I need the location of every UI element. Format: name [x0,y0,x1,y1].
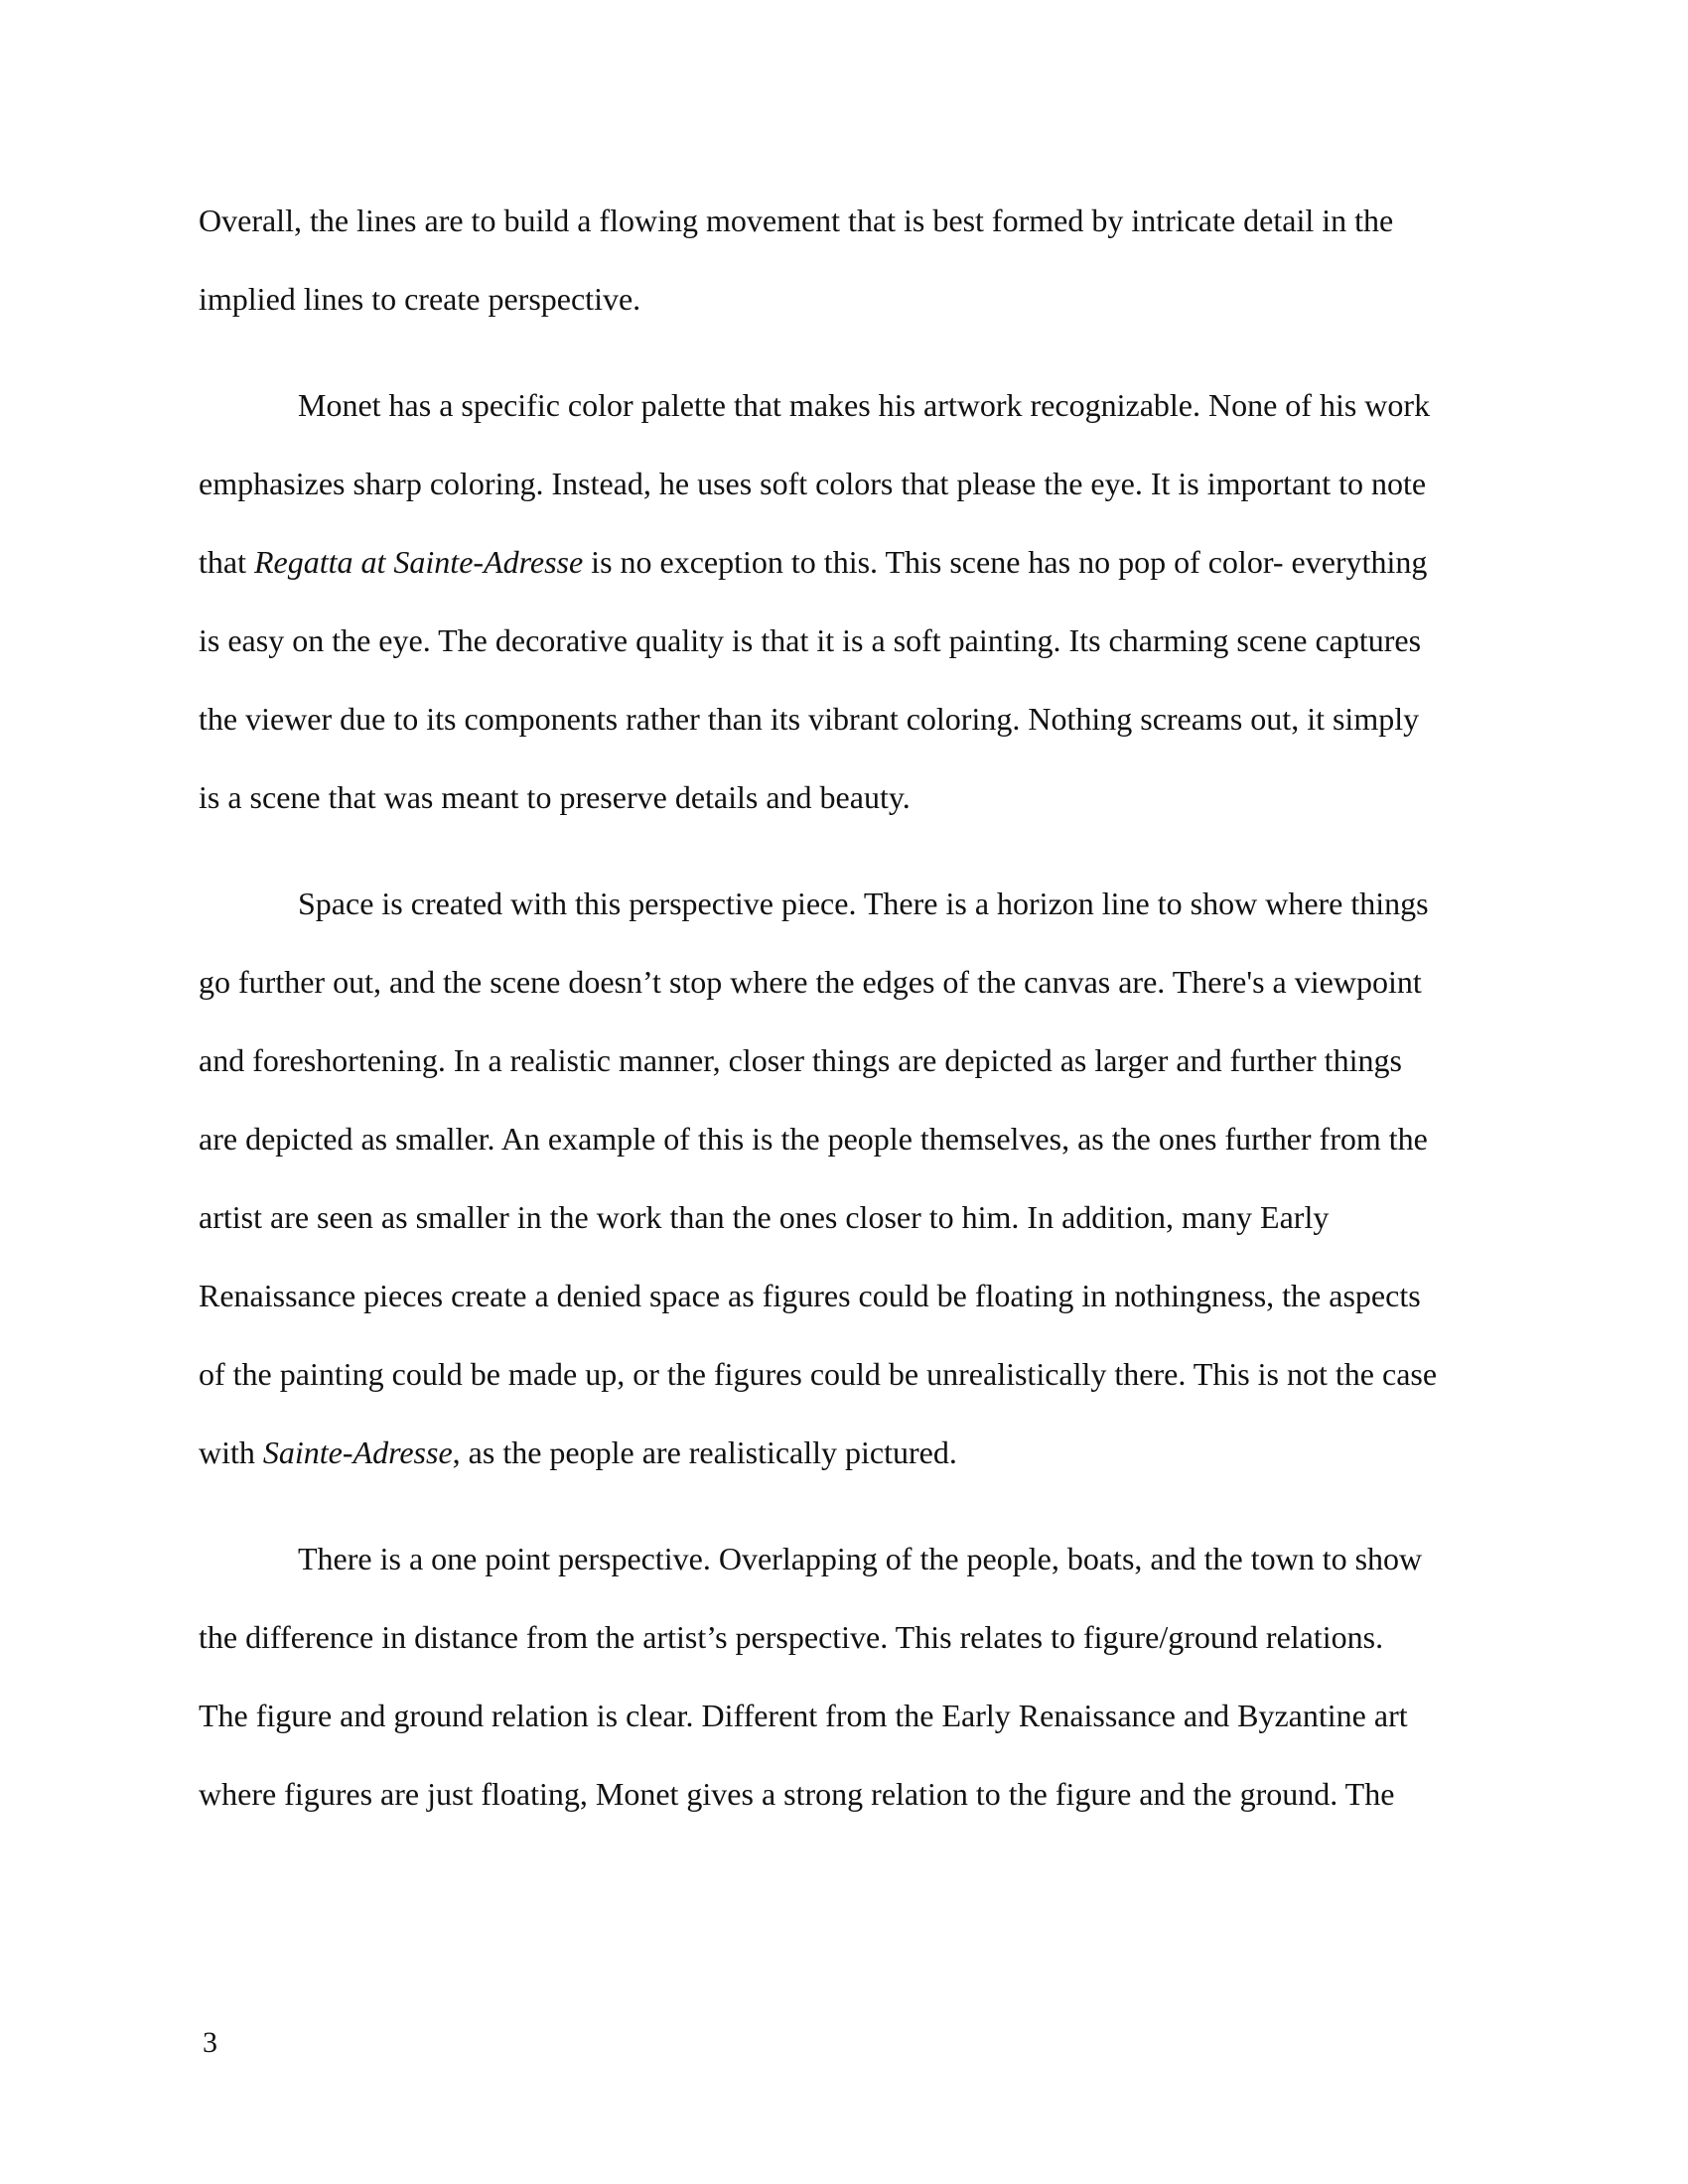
paragraph-4-line-4 [199,1762,1489,1841]
text-run: that [199,544,254,580]
text-run: is a scene that was meant to preserve details and beauty. [199,779,911,815]
paragraph-3-line-3 [199,1028,1489,1107]
paragraph-3-line-7 [199,1342,1489,1421]
text-run: , as the people are realistically pictured. [452,1434,957,1470]
text-run: artist are seen as smaller in the work than the ones closer to him. In addition, many Early [199,1199,1330,1235]
text-run: Monet has a specific color palette that makes his artwork recognizable. None of his work [298,387,1431,423]
artwork-title: Regatta at Sainte-Adresse [253,544,584,580]
paragraph-3-line-6 [199,1264,1489,1342]
paragraph-3-line-1 [199,872,1489,950]
paragraph-3-line-8 [199,1421,1489,1499]
text-run: of the painting could be made up, or the figures could be unrealistically there. This is not the case [199,1356,1438,1392]
paragraph-2-line-4 [199,609,1489,687]
paragraph-4-line-1 [199,1527,1489,1605]
text-run: the difference in distance from the artist’s perspective. This relates to figure/ground relations. [199,1619,1384,1655]
paragraph-4-line-3 [199,1684,1489,1762]
text-run: go further out, and the scene doesn’t stop where the edges of the canvas are. There's a viewpoint [199,964,1422,1000]
text-run: are depicted as smaller. An example of this is the people themselves, as the ones further from the [199,1121,1428,1157]
text-run: is easy on the eye. The decorative quality is that it is a soft painting. Its charming scene captures [199,622,1422,658]
paragraph-2-line-5 [199,687,1489,765]
text-run: Overall, the lines are to build a flowing movement that is best formed by intricate detail in the [199,203,1394,238]
text-run: where figures are just floating, Monet gives a strong relation to the figure and the ground. The [199,1776,1395,1812]
paragraph-4-line-2 [199,1605,1489,1684]
text-run: emphasizes sharp coloring. Instead, he uses soft colors that please the eye. It is important to note [199,466,1427,501]
text-run: The figure and ground relation is clear. Different from the Early Renaissance and Byzantine art [199,1698,1408,1733]
body-text [199,189,1489,1841]
paragraph-2-line-1 [199,373,1489,452]
text-run: with [199,1434,263,1470]
paragraph-2-line-3 [199,530,1489,609]
page-number: 3 [203,2026,217,2059]
paragraph-3-line-5 [199,1185,1489,1264]
artwork-title: Sainte-Adresse [262,1434,453,1470]
text-run: There is a one point perspective. Overlapping of the people, boats, and the town to show [298,1541,1423,1576]
paragraph-2-line-2 [199,452,1489,530]
paragraph-3-line-2 [199,950,1489,1028]
paragraph-2-line-6 [199,765,1489,844]
text-run: Renaissance pieces create a denied space as figures could be floating in nothingness, the aspects [199,1278,1421,1313]
text-run: implied lines to create perspective. [199,281,641,317]
paragraph-3-line-4 [199,1107,1489,1185]
paragraph-1-line-1 [199,189,1489,267]
paragraph-1-line-2 [199,267,1489,345]
text-run: and foreshortening. In a realistic manner, closer things are depicted as larger and further things [199,1042,1402,1078]
text-run: the viewer due to its components rather than its vibrant coloring. Nothing screams out, it simply [199,701,1420,737]
text-run: Space is created with this perspective piece. There is a horizon line to show where things [298,886,1429,921]
text-run: is no exception to this. This scene has no pop of color- everything [583,544,1428,580]
